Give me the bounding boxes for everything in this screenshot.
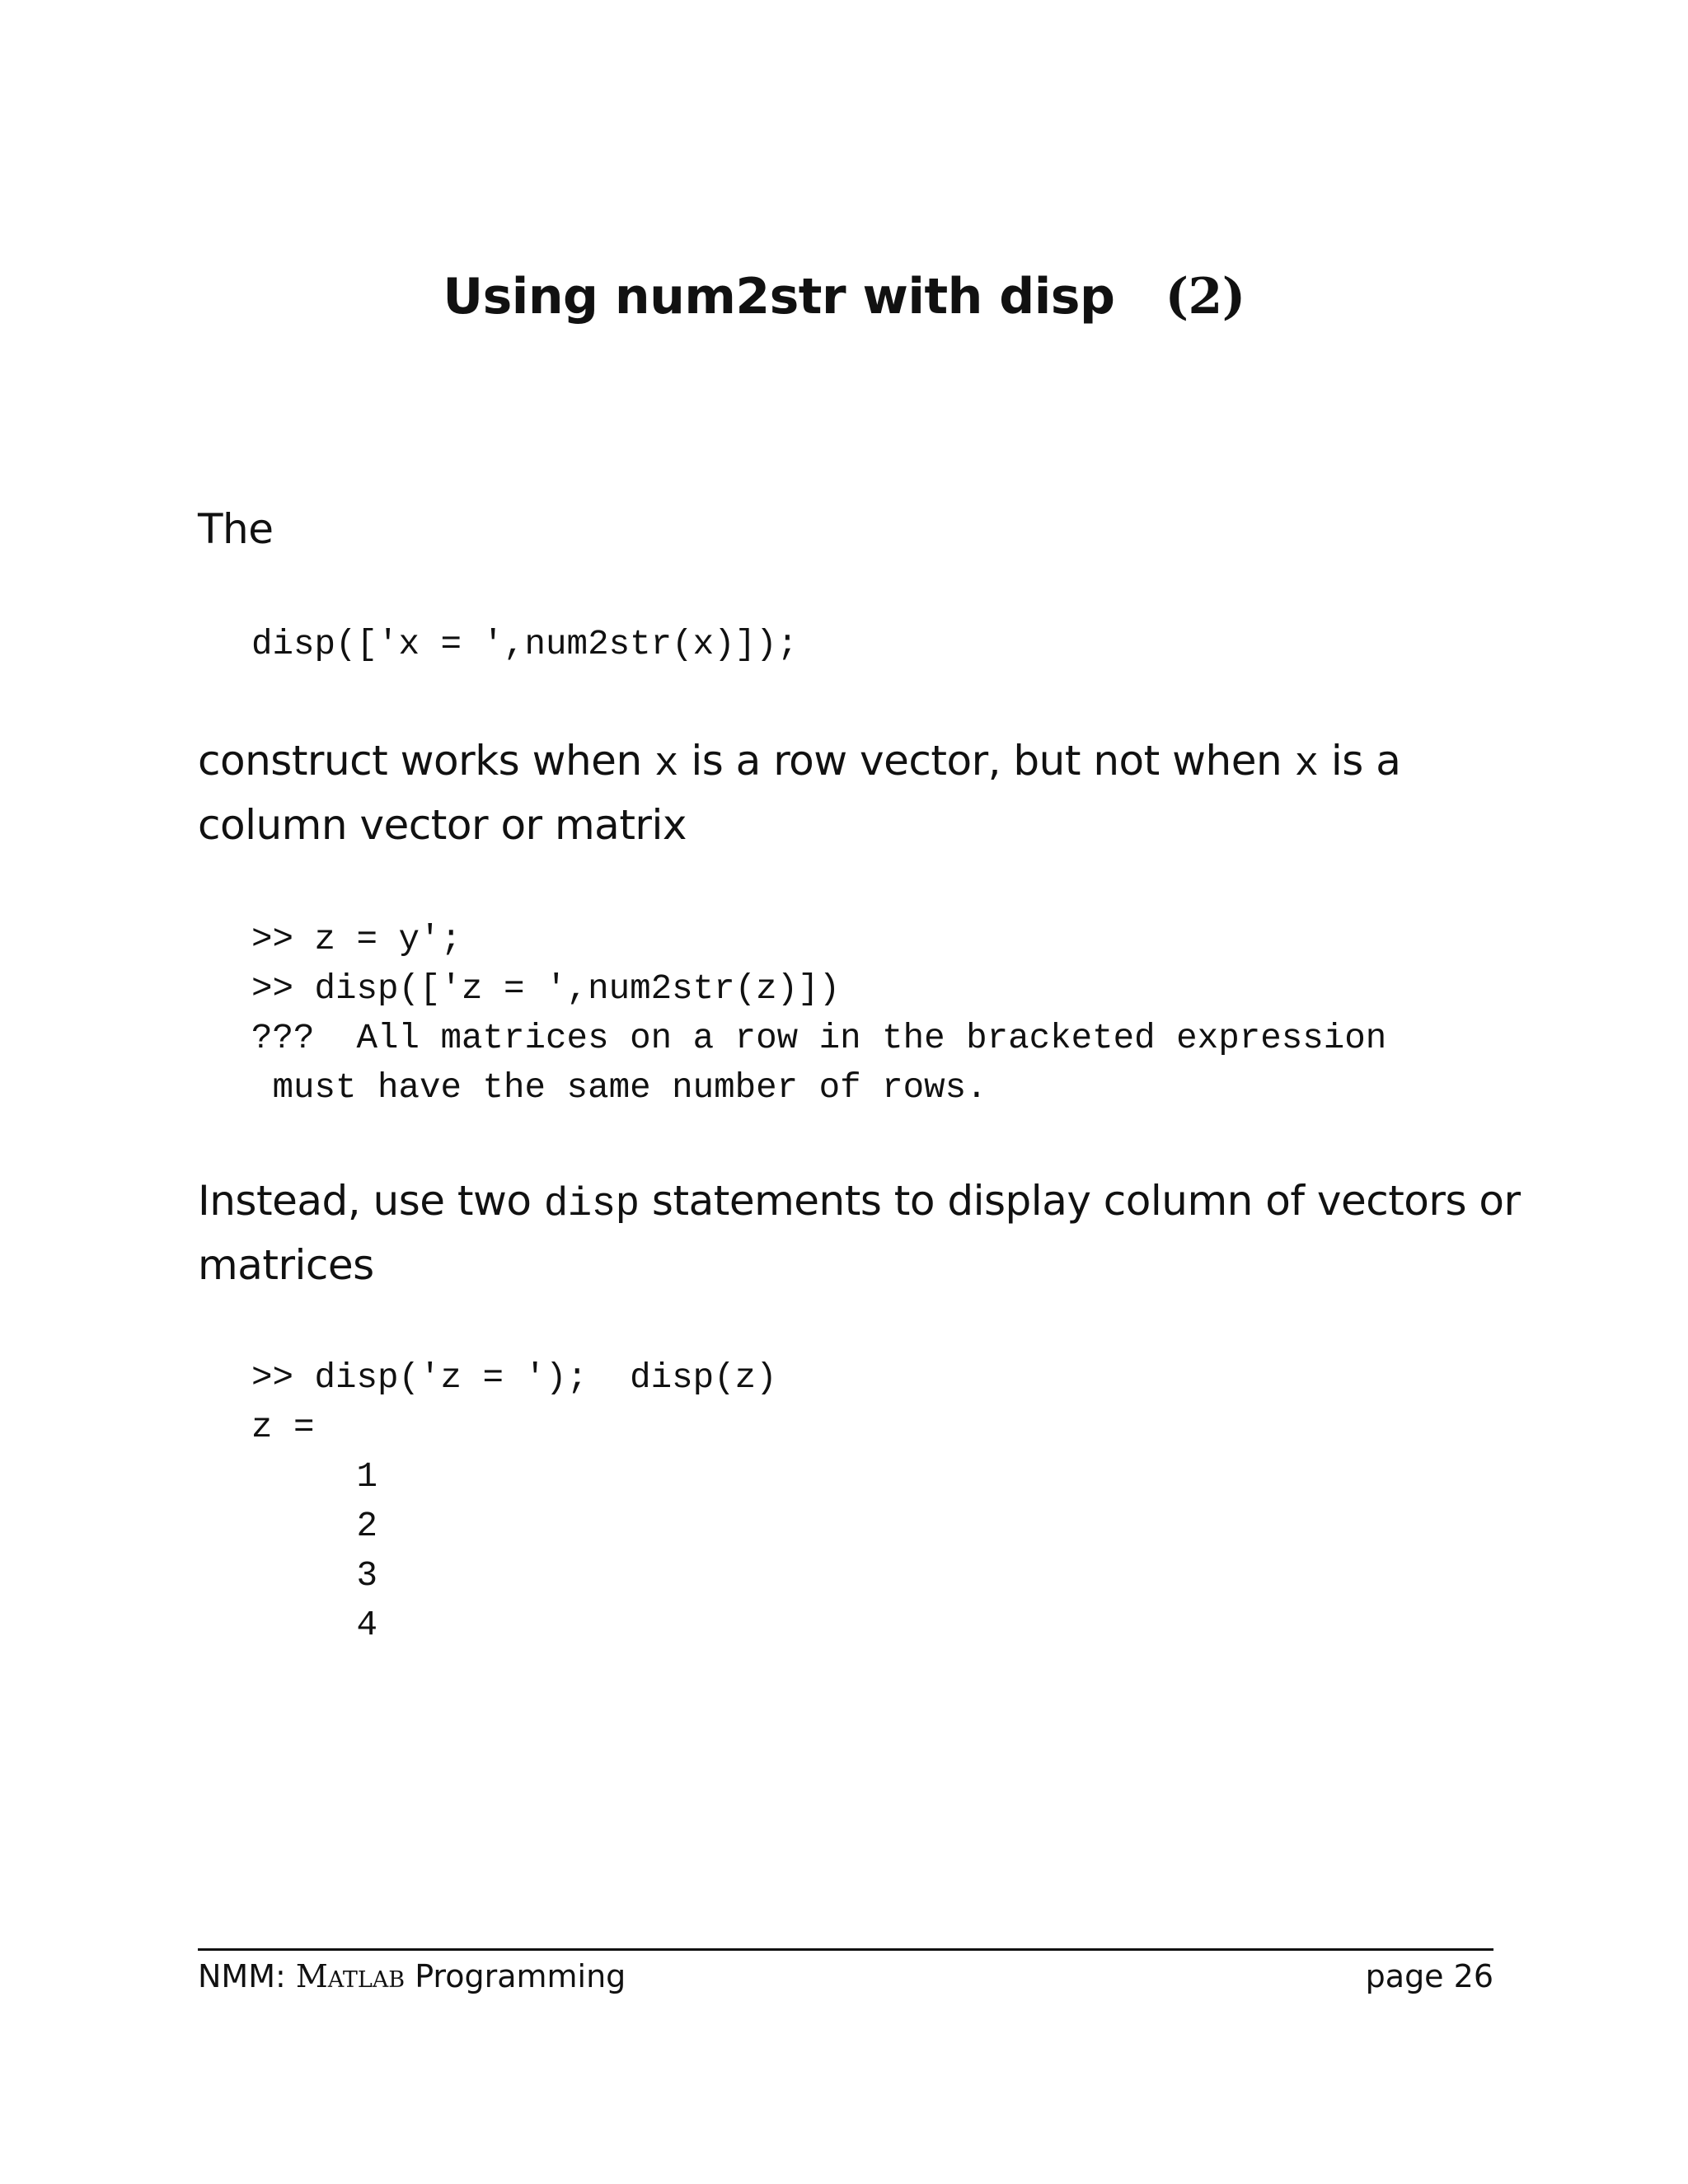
code-line: disp(['x = ',num2str(x)]);: [251, 625, 799, 664]
code-block-2: [251, 915, 1386, 1113]
slide-title: [0, 265, 1688, 328]
paragraph-2-text: Instead, use two: [198, 1177, 544, 1225]
page-number: page 26: [1365, 1958, 1493, 1994]
footer-suffix: Programming: [405, 1958, 626, 1994]
output-line: 2: [251, 1507, 378, 1546]
inline-code: x: [1294, 741, 1319, 787]
inline-code: disp: [543, 1181, 640, 1227]
paragraph-2: [198, 1170, 1521, 1296]
code-line: >> z = y';: [251, 920, 462, 959]
code-line: >> disp('z = '); disp(z): [251, 1358, 777, 1398]
inline-code: x: [654, 741, 678, 787]
paragraph-1: [198, 730, 1500, 855]
paragraph-1-text: is a: [1318, 737, 1401, 785]
output-line: 1: [251, 1457, 378, 1497]
paragraph-2-text: statements to display column of vectors or: [639, 1177, 1521, 1225]
slide-title-number: (2): [1165, 268, 1245, 326]
paragraph-1-text: construct works when: [198, 737, 655, 785]
error-message-line: ??? All matrices on a row in the bracketed expression: [251, 1019, 1387, 1058]
error-message-line: must have the same number of rows.: [251, 1068, 987, 1108]
code-block-3: [251, 1353, 777, 1650]
paragraph-1-text: is a row vector, but not when: [678, 737, 1295, 785]
footer-rule: [198, 1948, 1493, 1951]
slide-title-text: Using num2str with disp: [443, 268, 1115, 326]
output-line: 4: [251, 1605, 378, 1645]
paragraph-1-line-2: column vector or matrix: [198, 801, 687, 849]
paragraph-2-line-2: matrices: [198, 1241, 374, 1289]
footer-matlab: Matlab: [295, 1958, 406, 1994]
footer-prefix: NMM:: [198, 1958, 296, 1994]
intro-text: The: [198, 505, 274, 553]
output-line: 3: [251, 1556, 378, 1596]
output-line: z =: [251, 1408, 315, 1447]
footer-course-label: [198, 1953, 626, 1999]
code-line: >> disp(['z = ',num2str(z)]): [251, 969, 841, 1009]
code-block-1: [251, 620, 798, 669]
